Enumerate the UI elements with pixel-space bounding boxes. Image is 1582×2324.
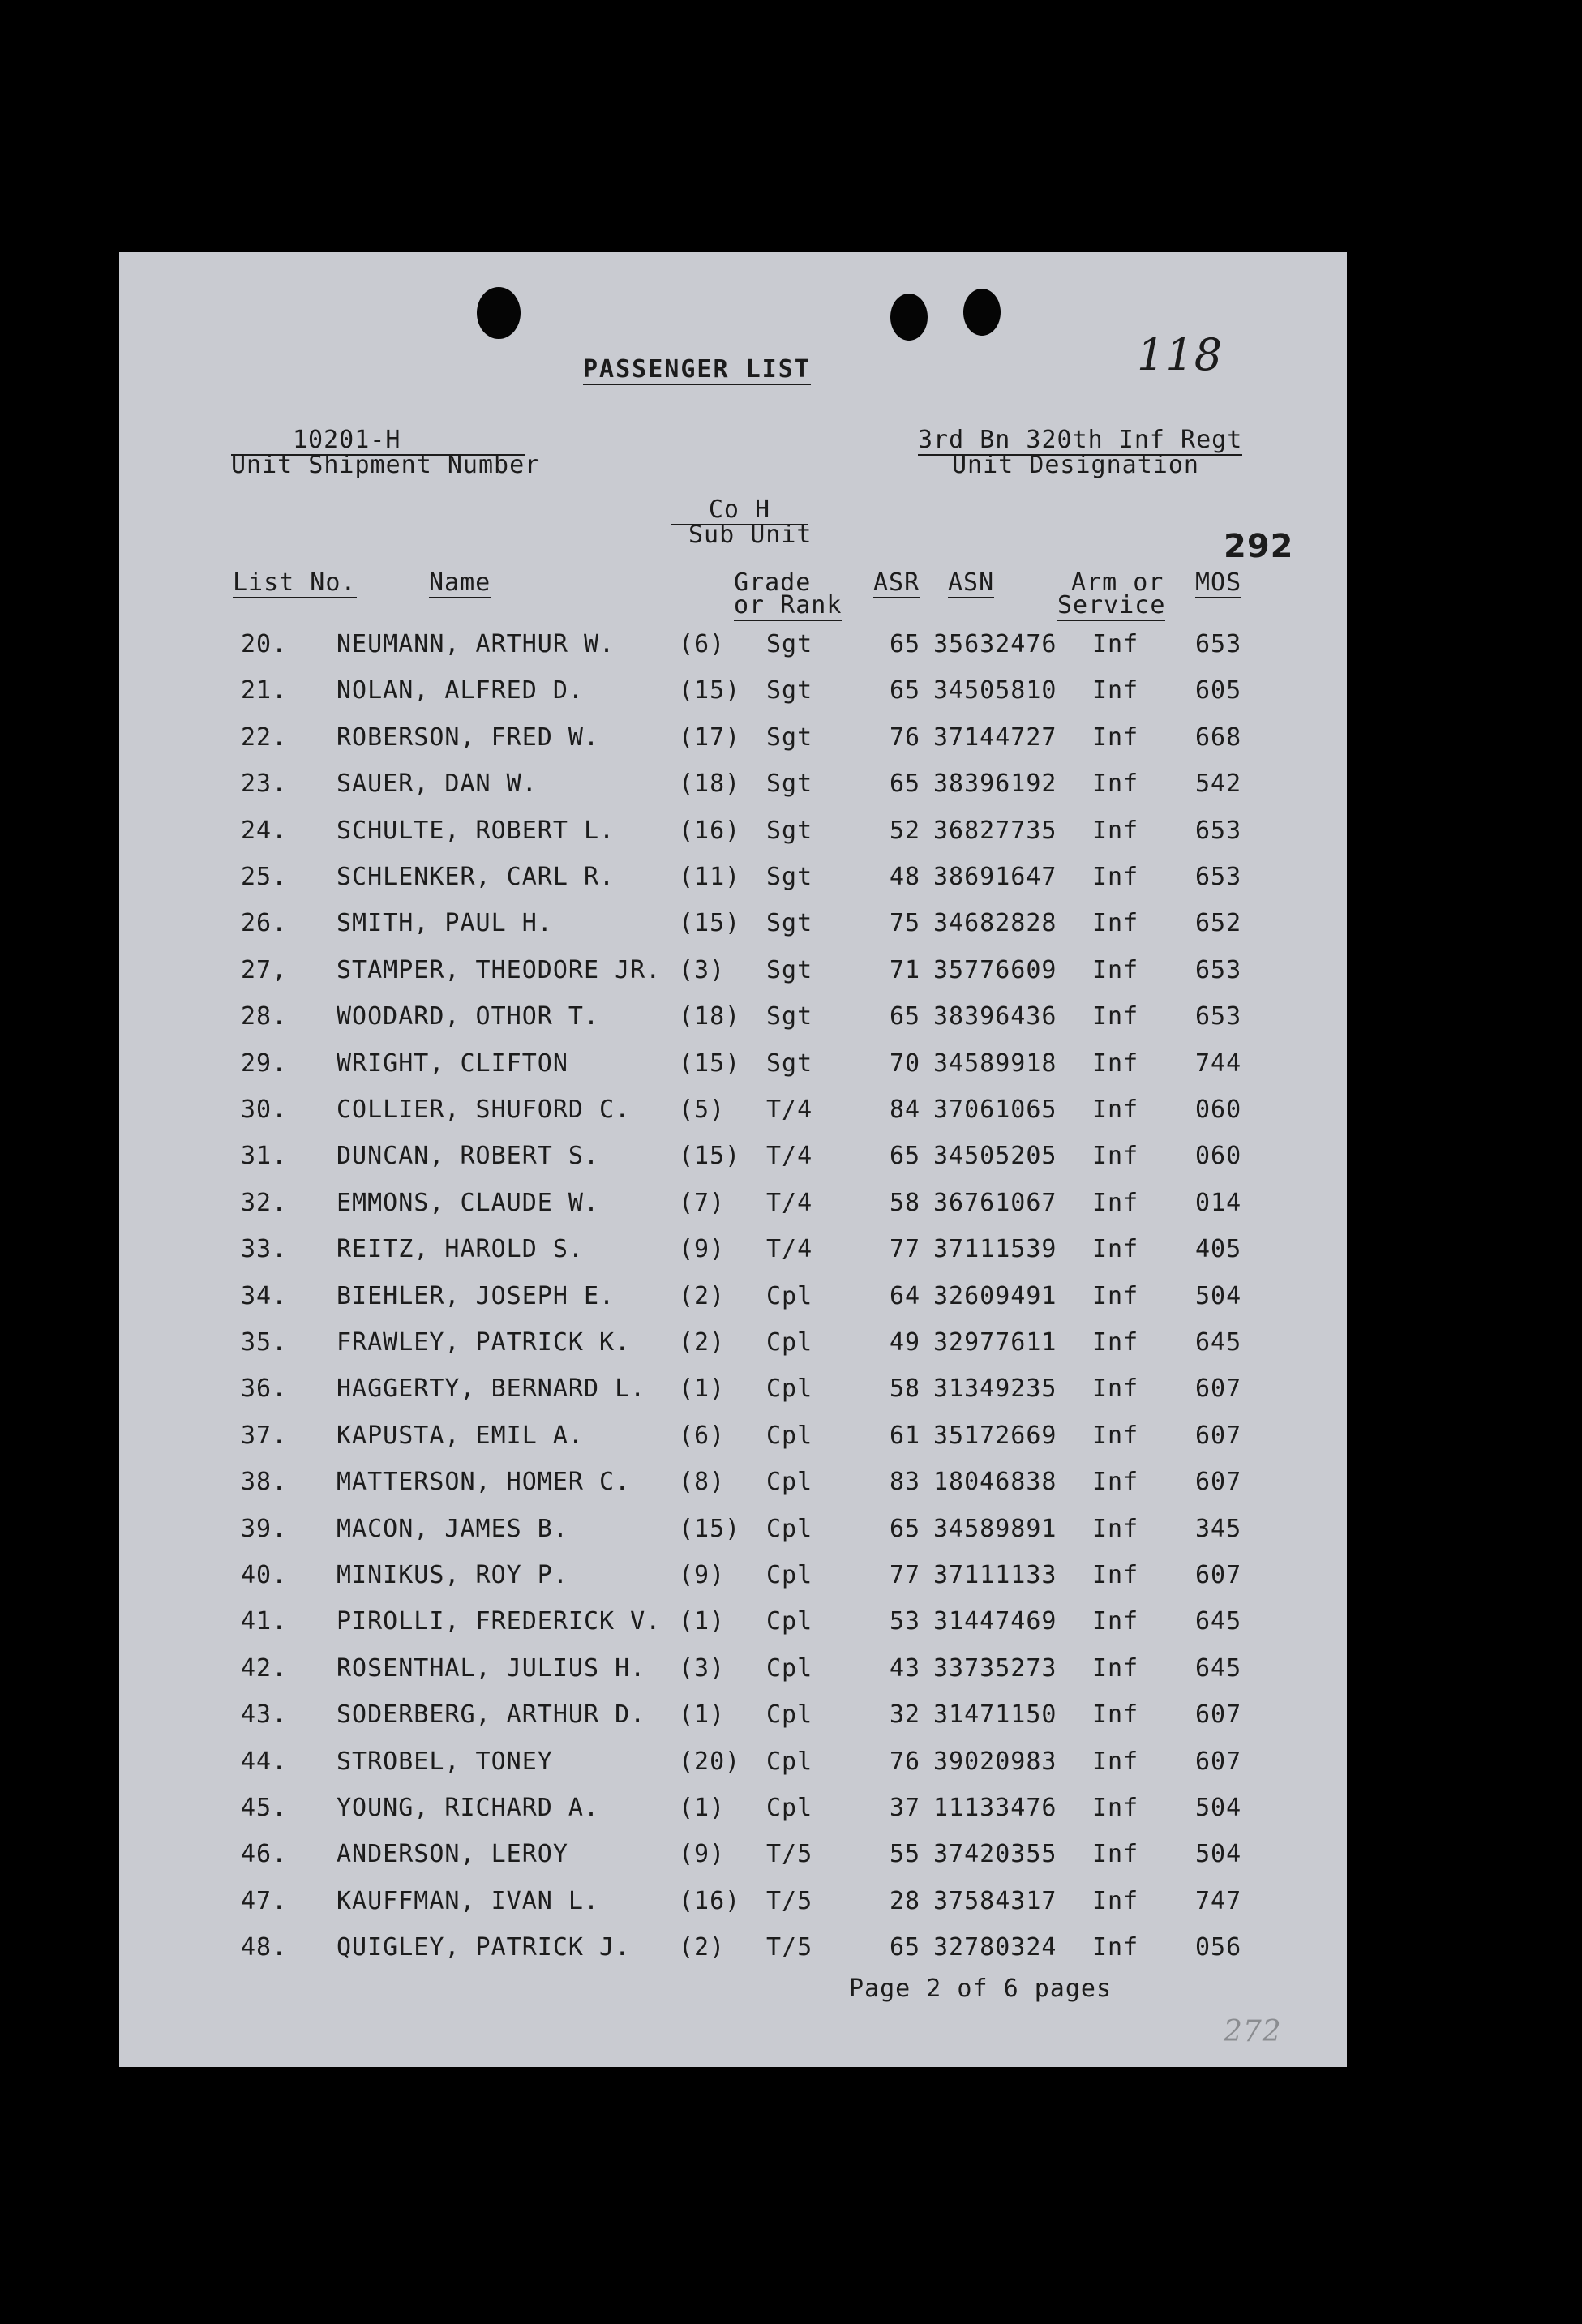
page-footer: Page 2 of 6 pages: [849, 1975, 1113, 2003]
mos-cell: 652: [1195, 909, 1242, 938]
mos-cell: 607: [1195, 1561, 1242, 1589]
sub-number-cell: (6): [679, 1421, 726, 1450]
asr-cell: 53: [890, 1607, 921, 1636]
name-cell: KAPUSTA, EMIL A.: [337, 1421, 584, 1450]
arm-service-cell: Inf: [1092, 1933, 1139, 1962]
list-no-cell: 33.: [241, 1235, 288, 1264]
grade-cell: T/4: [766, 1235, 813, 1264]
list-no-cell: 22.: [241, 722, 288, 752]
sub-number-cell: (7): [679, 1188, 726, 1217]
name-cell: DUNCAN, ROBERT S.: [337, 1142, 600, 1171]
grade-cell: Cpl: [766, 1468, 813, 1497]
header-name: Name: [429, 568, 491, 597]
arm-service-cell: Inf: [1092, 1002, 1139, 1031]
arm-service-cell: Inf: [1092, 1235, 1139, 1264]
sub-number-cell: (16): [679, 1886, 741, 1915]
asr-cell: 65: [890, 770, 921, 799]
sub-number-cell: (8): [679, 1468, 726, 1497]
asr-cell: 32: [890, 1700, 921, 1730]
name-cell: YOUNG, RICHARD A.: [337, 1794, 600, 1822]
asr-cell: 83: [890, 1468, 921, 1497]
asn-cell: 18046838: [933, 1468, 1057, 1497]
sub-number-cell: (2): [679, 1281, 726, 1310]
mos-cell: 607: [1195, 1468, 1242, 1497]
mos-cell: 653: [1195, 863, 1242, 891]
name-cell: ROSENTHAL, JULIUS H.: [337, 1653, 646, 1683]
list-no-cell: 48.: [241, 1933, 288, 1962]
list-no-cell: 25.: [241, 863, 288, 891]
sub-number-cell: (1): [679, 1700, 726, 1730]
list-no-cell: 38.: [241, 1468, 288, 1497]
list-no-cell: 27,: [241, 955, 288, 984]
asr-cell: 48: [890, 863, 921, 891]
arm-service-cell: Inf: [1092, 816, 1139, 845]
asr-cell: 55: [890, 1840, 921, 1869]
arm-service-cell: Inf: [1092, 1374, 1139, 1404]
list-no-cell: 46.: [241, 1840, 288, 1869]
grade-cell: Sgt: [766, 955, 813, 984]
list-no-cell: 21.: [241, 676, 288, 705]
arm-service-cell: Inf: [1092, 1653, 1139, 1683]
asn-cell: 32609491: [933, 1281, 1057, 1310]
unit-shipment-number-value: 10201-H: [293, 426, 401, 454]
document-title: PASSENGER LIST: [583, 355, 811, 384]
asr-cell: 77: [890, 1235, 921, 1264]
arm-service-cell: Inf: [1092, 909, 1139, 938]
sub-number-cell: (15): [679, 909, 741, 938]
list-no-cell: 44.: [241, 1747, 288, 1776]
list-no-cell: 36.: [241, 1374, 288, 1404]
grade-cell: Sgt: [766, 676, 813, 705]
list-no-cell: 47.: [241, 1886, 288, 1915]
mos-cell: 056: [1195, 1933, 1242, 1962]
asr-cell: 65: [890, 1142, 921, 1171]
mos-cell: 653: [1195, 1002, 1242, 1031]
list-no-cell: 37.: [241, 1421, 288, 1450]
mos-cell: 744: [1195, 1048, 1242, 1078]
list-no-cell: 40.: [241, 1561, 288, 1589]
list-no-cell: 28.: [241, 1002, 288, 1031]
table-row: [119, 1049, 1347, 1082]
sub-unit-value: Co H: [708, 495, 771, 524]
arm-service-cell: Inf: [1092, 722, 1139, 752]
grade-cell: Cpl: [766, 1794, 813, 1822]
table-row: [119, 1933, 1347, 1966]
table-row: [119, 1515, 1347, 1547]
grade-cell: T/5: [766, 1840, 813, 1869]
table-row: [119, 863, 1347, 895]
table-row: [119, 1840, 1347, 1872]
sub-number-cell: (9): [679, 1840, 726, 1869]
asr-cell: 37: [890, 1794, 921, 1822]
grade-cell: Cpl: [766, 1607, 813, 1636]
sub-number-cell: (1): [679, 1794, 726, 1822]
header-grade: Grade: [734, 568, 812, 597]
arm-service-cell: Inf: [1092, 1142, 1139, 1171]
table-row: [119, 1468, 1347, 1500]
name-cell: REITZ, HAROLD S.: [337, 1235, 584, 1264]
mos-cell: 653: [1195, 630, 1242, 658]
sub-number-cell: (2): [679, 1933, 726, 1962]
asn-cell: 37584317: [933, 1886, 1057, 1915]
arm-service-cell: Inf: [1092, 1886, 1139, 1915]
asr-cell: 75: [890, 909, 921, 938]
arm-service-cell: Inf: [1092, 955, 1139, 984]
grade-cell: Sgt: [766, 863, 813, 891]
grade-cell: T/4: [766, 1188, 813, 1217]
arm-service-cell: Inf: [1092, 1840, 1139, 1869]
list-no-cell: 45.: [241, 1794, 288, 1822]
grade-cell: Cpl: [766, 1700, 813, 1730]
arm-service-cell: Inf: [1092, 630, 1139, 658]
asr-cell: 49: [890, 1328, 921, 1357]
name-cell: MACON, JAMES B.: [337, 1514, 568, 1543]
grade-cell: T/4: [766, 1096, 813, 1124]
document-page: [119, 252, 1347, 2067]
asn-cell: 35632476: [933, 630, 1057, 658]
mos-cell: 645: [1195, 1328, 1242, 1357]
asr-cell: 76: [890, 1747, 921, 1776]
asr-cell: 28: [890, 1886, 921, 1915]
asr-cell: 65: [890, 676, 921, 705]
grade-cell: T/4: [766, 1142, 813, 1171]
asr-cell: 64: [890, 1281, 921, 1310]
asr-cell: 58: [890, 1188, 921, 1217]
grade-cell: Cpl: [766, 1421, 813, 1450]
list-no-cell: 34.: [241, 1281, 288, 1310]
table-row: [119, 1747, 1347, 1780]
list-no-cell: 32.: [241, 1188, 288, 1217]
asr-cell: 76: [890, 722, 921, 752]
list-no-cell: 26.: [241, 909, 288, 938]
list-no-cell: 29.: [241, 1048, 288, 1078]
stamped-number: 292: [1224, 528, 1294, 565]
header-mos: MOS: [1195, 568, 1242, 597]
grade-cell: T/5: [766, 1886, 813, 1915]
punch-hole-right: [963, 289, 1001, 336]
mos-cell: 645: [1195, 1607, 1242, 1636]
arm-service-cell: Inf: [1092, 1281, 1139, 1310]
asn-cell: 36761067: [933, 1188, 1057, 1217]
table-row: [119, 1700, 1347, 1733]
header-arm: Arm or: [1071, 568, 1164, 597]
mos-cell: 504: [1195, 1794, 1242, 1822]
asr-cell: 43: [890, 1653, 921, 1683]
mos-cell: 668: [1195, 722, 1242, 752]
grade-cell: Sgt: [766, 1048, 813, 1078]
mos-cell: 653: [1195, 955, 1242, 984]
mos-cell: 607: [1195, 1374, 1242, 1404]
asn-cell: 35776609: [933, 955, 1057, 984]
sub-number-cell: (6): [679, 630, 726, 658]
asn-cell: 37111133: [933, 1561, 1057, 1589]
arm-service-cell: Inf: [1092, 1747, 1139, 1776]
asn-cell: 35172669: [933, 1421, 1057, 1450]
grade-cell: Sgt: [766, 816, 813, 845]
sub-number-cell: (9): [679, 1235, 726, 1264]
name-cell: SAUER, DAN W.: [337, 770, 538, 799]
table-row: [119, 1282, 1347, 1314]
mos-cell: 542: [1195, 770, 1242, 799]
grade-cell: Cpl: [766, 1514, 813, 1543]
mos-cell: 645: [1195, 1653, 1242, 1683]
asn-cell: 38396436: [933, 1002, 1057, 1031]
asr-cell: 71: [890, 955, 921, 984]
asr-cell: 65: [890, 630, 921, 658]
grade-cell: Cpl: [766, 1281, 813, 1310]
name-cell: SCHULTE, ROBERT L.: [337, 816, 615, 845]
table-row: [119, 1794, 1347, 1826]
arm-service-cell: Inf: [1092, 1096, 1139, 1124]
name-cell: PIROLLI, FREDERICK V.: [337, 1607, 662, 1636]
table-row: [119, 1235, 1347, 1267]
name-cell: ANDERSON, LEROY: [337, 1840, 568, 1869]
arm-service-cell: Inf: [1092, 1188, 1139, 1217]
asr-cell: 77: [890, 1561, 921, 1589]
name-cell: EMMONS, CLAUDE W.: [337, 1188, 600, 1217]
sub-number-cell: (18): [679, 1002, 741, 1031]
asr-cell: 65: [890, 1514, 921, 1543]
grade-cell: Cpl: [766, 1374, 813, 1404]
arm-service-cell: Inf: [1092, 863, 1139, 891]
sub-number-cell: (9): [679, 1561, 726, 1589]
mos-cell: 060: [1195, 1096, 1242, 1124]
name-cell: SCHLENKER, CARL R.: [337, 863, 615, 891]
name-cell: ROBERSON, FRED W.: [337, 722, 600, 752]
sub-number-cell: (3): [679, 955, 726, 984]
header-grade-rank: or Rank: [734, 591, 842, 620]
asn-cell: 34682828: [933, 909, 1057, 938]
table-row: [119, 630, 1347, 662]
grade-cell: Sgt: [766, 1002, 813, 1031]
list-no-cell: 43.: [241, 1700, 288, 1730]
sub-number-cell: (15): [679, 1142, 741, 1171]
asn-cell: 39020983: [933, 1747, 1057, 1776]
table-row: [119, 1421, 1347, 1454]
mos-cell: 405: [1195, 1235, 1242, 1264]
name-cell: QUIGLEY, PATRICK J.: [337, 1933, 631, 1962]
arm-service-cell: Inf: [1092, 1328, 1139, 1357]
table-row: [119, 909, 1347, 941]
name-cell: COLLIER, SHUFORD C.: [337, 1096, 631, 1124]
mos-cell: 747: [1195, 1886, 1242, 1915]
name-cell: NEUMANN, ARTHUR W.: [337, 630, 615, 658]
sub-number-cell: (1): [679, 1607, 726, 1636]
header-asn: ASN: [948, 568, 995, 597]
table-row: [119, 1887, 1347, 1919]
mos-cell: 345: [1195, 1514, 1242, 1543]
list-no-cell: 35.: [241, 1328, 288, 1357]
list-no-cell: 23.: [241, 770, 288, 799]
arm-service-cell: Inf: [1092, 1421, 1139, 1450]
name-cell: SMITH, PAUL H.: [337, 909, 553, 938]
mos-cell: 607: [1195, 1747, 1242, 1776]
table-row: [119, 1096, 1347, 1128]
mos-cell: 014: [1195, 1188, 1242, 1217]
name-cell: NOLAN, ALFRED D.: [337, 676, 584, 705]
asn-cell: 36827735: [933, 816, 1057, 845]
sub-number-cell: (15): [679, 1048, 741, 1078]
table-row: [119, 1374, 1347, 1407]
grade-cell: Sgt: [766, 909, 813, 938]
unit-shipment-label: Unit Shipment Number: [231, 451, 541, 479]
sub-number-cell: (3): [679, 1653, 726, 1683]
asn-cell: 38396192: [933, 770, 1057, 799]
asr-cell: 65: [890, 1933, 921, 1962]
sub-number-cell: (5): [679, 1096, 726, 1124]
table-row: [119, 1189, 1347, 1221]
corner-number: 272: [1224, 2015, 1282, 2048]
mos-cell: 653: [1195, 816, 1242, 845]
mos-cell: 607: [1195, 1421, 1242, 1450]
asr-cell: 70: [890, 1048, 921, 1078]
grade-cell: Cpl: [766, 1561, 813, 1589]
arm-service-cell: Inf: [1092, 1561, 1139, 1589]
name-cell: STAMPER, THEODORE JR.: [337, 955, 662, 984]
name-cell: FRAWLEY, PATRICK K.: [337, 1328, 631, 1357]
grade-cell: Cpl: [766, 1653, 813, 1683]
mos-cell: 504: [1195, 1840, 1242, 1869]
list-no-cell: 39.: [241, 1514, 288, 1543]
table-row: [119, 676, 1347, 709]
sub-number-cell: (16): [679, 816, 741, 845]
mos-cell: 060: [1195, 1142, 1242, 1171]
asn-cell: 37061065: [933, 1096, 1057, 1124]
asn-cell: 33735273: [933, 1653, 1057, 1683]
unit-designation: 3rd Bn 320th Inf Regt: [918, 426, 1243, 454]
name-cell: KAUFFMAN, IVAN L.: [337, 1886, 600, 1915]
grade-cell: T/5: [766, 1933, 813, 1962]
table-row: [119, 1654, 1347, 1687]
asn-cell: 37420355: [933, 1840, 1057, 1869]
arm-service-cell: Inf: [1092, 1700, 1139, 1730]
arm-service-cell: Inf: [1092, 676, 1139, 705]
name-cell: SODERBERG, ARTHUR D.: [337, 1700, 646, 1730]
arm-service-cell: Inf: [1092, 770, 1139, 799]
punch-hole-left: [477, 287, 521, 339]
mos-cell: 605: [1195, 676, 1242, 705]
sub-number-cell: (11): [679, 863, 741, 891]
list-no-cell: 42.: [241, 1653, 288, 1683]
arm-service-cell: Inf: [1092, 1514, 1139, 1543]
name-cell: BIEHLER, JOSEPH E.: [337, 1281, 615, 1310]
name-cell: WOODARD, OTHOR T.: [337, 1002, 600, 1031]
asn-cell: 31471150: [933, 1700, 1057, 1730]
table-row: [119, 1142, 1347, 1174]
asr-cell: 58: [890, 1374, 921, 1404]
sub-number-cell: (17): [679, 722, 741, 752]
asn-cell: 32780324: [933, 1933, 1057, 1962]
list-no-cell: 20.: [241, 630, 288, 658]
asn-cell: 34505205: [933, 1142, 1057, 1171]
list-no-cell: 31.: [241, 1142, 288, 1171]
sub-unit-label: Sub Unit: [688, 521, 812, 549]
asr-cell: 84: [890, 1096, 921, 1124]
table-row: [119, 1328, 1347, 1361]
asn-cell: 38691647: [933, 863, 1057, 891]
handwritten-page-number: 118: [1137, 329, 1224, 380]
table-row: [119, 817, 1347, 849]
asr-cell: 61: [890, 1421, 921, 1450]
list-no-cell: 41.: [241, 1607, 288, 1636]
asn-cell: 34505810: [933, 676, 1057, 705]
asn-cell: 34589891: [933, 1514, 1057, 1543]
table-row: [119, 956, 1347, 988]
sub-number-cell: (15): [679, 676, 741, 705]
sub-number-cell: (1): [679, 1374, 726, 1404]
header-asr: ASR: [873, 568, 920, 597]
grade-cell: Sgt: [766, 630, 813, 658]
arm-service-cell: Inf: [1092, 1607, 1139, 1636]
asr-cell: 52: [890, 816, 921, 845]
sub-number-cell: (2): [679, 1328, 726, 1357]
name-cell: HAGGERTY, BERNARD L.: [337, 1374, 646, 1404]
arm-service-cell: Inf: [1092, 1048, 1139, 1078]
asn-cell: 32977611: [933, 1328, 1057, 1357]
name-cell: WRIGHT, CLIFTON: [337, 1048, 568, 1078]
name-cell: STROBEL, TONEY: [337, 1747, 553, 1776]
header-list-no: List No.: [233, 568, 357, 597]
punch-hole-middle: [890, 294, 928, 341]
arm-service-cell: Inf: [1092, 1794, 1139, 1822]
sub-number-cell: (18): [679, 770, 741, 799]
unit-designation-label: Unit Designation: [952, 451, 1199, 479]
table-row: [119, 1607, 1347, 1640]
asn-cell: 34589918: [933, 1048, 1057, 1078]
grade-cell: Cpl: [766, 1328, 813, 1357]
header-arm-service: Service: [1057, 591, 1166, 620]
name-cell: MINIKUS, ROY P.: [337, 1561, 568, 1589]
arm-service-cell: Inf: [1092, 1468, 1139, 1497]
grade-cell: Cpl: [766, 1747, 813, 1776]
grade-cell: Sgt: [766, 722, 813, 752]
sub-number-cell: (15): [679, 1514, 741, 1543]
sub-number-cell: (20): [679, 1747, 741, 1776]
table-row: [119, 1561, 1347, 1593]
asn-cell: 37144727: [933, 722, 1057, 752]
asn-cell: 31349235: [933, 1374, 1057, 1404]
mos-cell: 607: [1195, 1700, 1242, 1730]
table-row: [119, 770, 1347, 802]
asr-cell: 65: [890, 1002, 921, 1031]
asn-cell: 31447469: [933, 1607, 1057, 1636]
grade-cell: Sgt: [766, 770, 813, 799]
asn-cell: 11133476: [933, 1794, 1057, 1822]
table-row: [119, 723, 1347, 756]
list-no-cell: 24.: [241, 816, 288, 845]
list-no-cell: 30.: [241, 1096, 288, 1124]
mos-cell: 504: [1195, 1281, 1242, 1310]
table-row: [119, 1002, 1347, 1035]
asn-cell: 37111539: [933, 1235, 1057, 1264]
name-cell: MATTERSON, HOMER C.: [337, 1468, 631, 1497]
